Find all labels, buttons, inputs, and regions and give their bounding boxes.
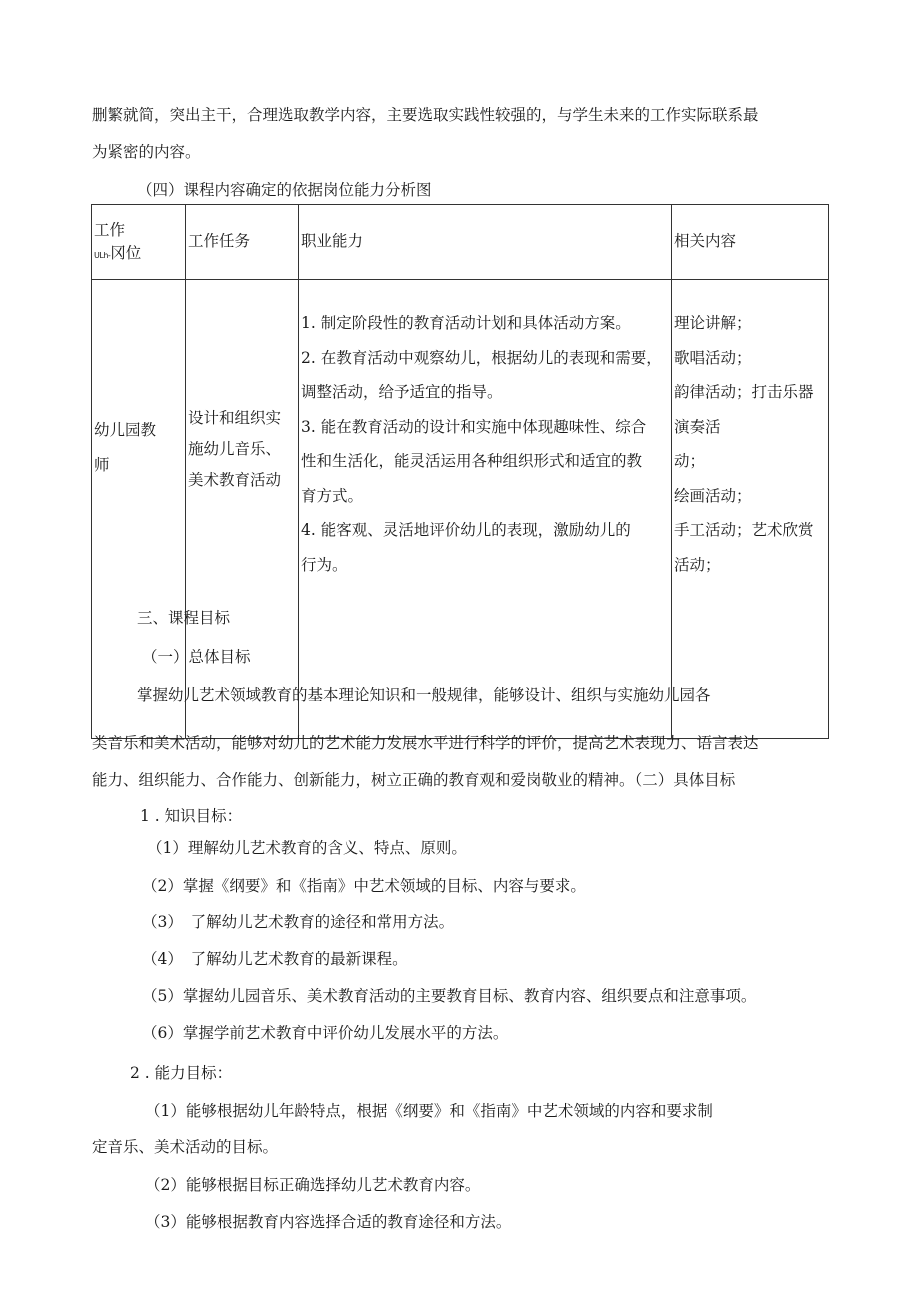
cell-text: 手工活动；艺术欣赏 bbox=[674, 521, 814, 539]
cell-text: 韵律活动；打击乐器 bbox=[674, 383, 814, 401]
text-line: 类音乐和美术活动，能够对幼儿的艺术能力发展水平进行科学的评价，提高艺术表现力、语言表达 bbox=[92, 734, 759, 752]
cell-text: 设计和组织实 bbox=[188, 409, 282, 427]
cell-text: 绘画活动； bbox=[674, 486, 752, 505]
text-line: 能力、组织能力、合作能力、创新能力，树立正确的教育观和爱岗敬业的精神。（二）具体目标 bbox=[92, 771, 736, 789]
header-text bbox=[94, 242, 185, 267]
cell-position bbox=[92, 280, 186, 739]
section-heading: 三、课程目标 bbox=[137, 609, 231, 627]
cell-text: 演奏活 bbox=[674, 417, 721, 436]
header-text: 工作 bbox=[94, 220, 126, 239]
cell-text: 1. 制定阶段性的教育活动计划和具体活动方案。 bbox=[301, 314, 631, 332]
subsection-heading: 2 . 能力目标： bbox=[130, 1064, 233, 1082]
cell-text: 行为。 bbox=[301, 555, 348, 574]
text-line: 掌握幼儿艺术领域教育的基本理论知识和一般规律，能够设计、组织与实施幼儿园各 bbox=[137, 686, 711, 704]
list-item: （4） 了解幼儿艺术教育的最新课程。 bbox=[142, 950, 408, 968]
list-item: （2）掌握《纲要》和《指南》中艺术领域的目标、内容与要求。 bbox=[142, 877, 586, 895]
header-cell-content: 相关内容 bbox=[672, 205, 829, 280]
list-item: （2）能够根据目标正确选择幼儿艺术教育内容。 bbox=[145, 1176, 481, 1194]
cell-text: 3. 能在教育活动的设计和实施中体现趣味性、综合 bbox=[301, 417, 647, 436]
list-item: （1）能够根据幼儿年龄特点，根据《纲要》和《指南》中艺术领域的内容和要求制 bbox=[145, 1102, 713, 1120]
cell-text: 2. 在教育活动中观察幼儿，根据幼儿的表现和需要， bbox=[301, 348, 662, 367]
cell-content bbox=[672, 280, 829, 739]
cell-text: 性和生活化，能灵活运用各种组织形式和适宜的教 bbox=[301, 452, 643, 470]
header-text: 冈位 bbox=[110, 243, 142, 262]
cell-text: 4. 能客观、灵活地评价幼儿的表现，激励幼儿的 bbox=[301, 521, 631, 539]
subsection-heading: （一）总体目标 bbox=[142, 648, 251, 666]
list-item: （5）掌握幼儿园音乐、美术教育活动的主要教育目标、教育内容、组织要点和注意事项。 bbox=[142, 987, 757, 1005]
cell-text: 施幼儿音乐、 bbox=[188, 440, 282, 458]
subsection-heading: 1 . 知识目标： bbox=[140, 807, 243, 825]
cell-text: 歌唱活动； bbox=[674, 348, 752, 367]
text-line: 为紧密的内容。 bbox=[92, 143, 201, 161]
list-item: （1）理解幼儿艺术教育的含义、特点、原则。 bbox=[147, 839, 467, 857]
header-cell-task: 工作任务 bbox=[186, 205, 299, 280]
cell-text: 师 bbox=[94, 455, 110, 474]
list-item: 定音乐、美术活动的目标。 bbox=[92, 1138, 279, 1156]
cell-text: 育方式。 bbox=[301, 486, 364, 505]
cell-text: 幼儿园教 bbox=[94, 421, 157, 439]
header-cell-position bbox=[92, 205, 186, 280]
cell-ability bbox=[299, 280, 672, 739]
cell-text: 理论讲解； bbox=[674, 314, 752, 332]
section-heading: （四）课程内容确定的依据岗位能力分析图 bbox=[137, 181, 432, 199]
list-item: （3） 了解幼儿艺术教育的途径和常用方法。 bbox=[142, 913, 455, 931]
text-line: 删繁就简，突出主干，合理选取教学内容，主要选取实践性较强的，与学生未来的工作实际联系最 bbox=[92, 106, 759, 124]
cell-text: 调整活动，给予适宜的指导。 bbox=[301, 383, 503, 401]
list-item: （6）掌握学前艺术教育中评价幼儿发展水平的方法。 bbox=[142, 1024, 509, 1042]
cell-text: 美术教育活动 bbox=[188, 471, 282, 489]
cell-text: 动； bbox=[674, 452, 706, 470]
table-row bbox=[92, 280, 829, 739]
list-item: （3）能够根据教育内容选择合适的教育途径和方法。 bbox=[145, 1213, 512, 1231]
table-header-row bbox=[92, 205, 829, 280]
header-cell-ability: 职业能力 bbox=[299, 205, 672, 280]
header-small-text: ULh- bbox=[94, 250, 111, 260]
cell-text: 活动； bbox=[674, 555, 721, 574]
cell-task bbox=[186, 280, 299, 739]
